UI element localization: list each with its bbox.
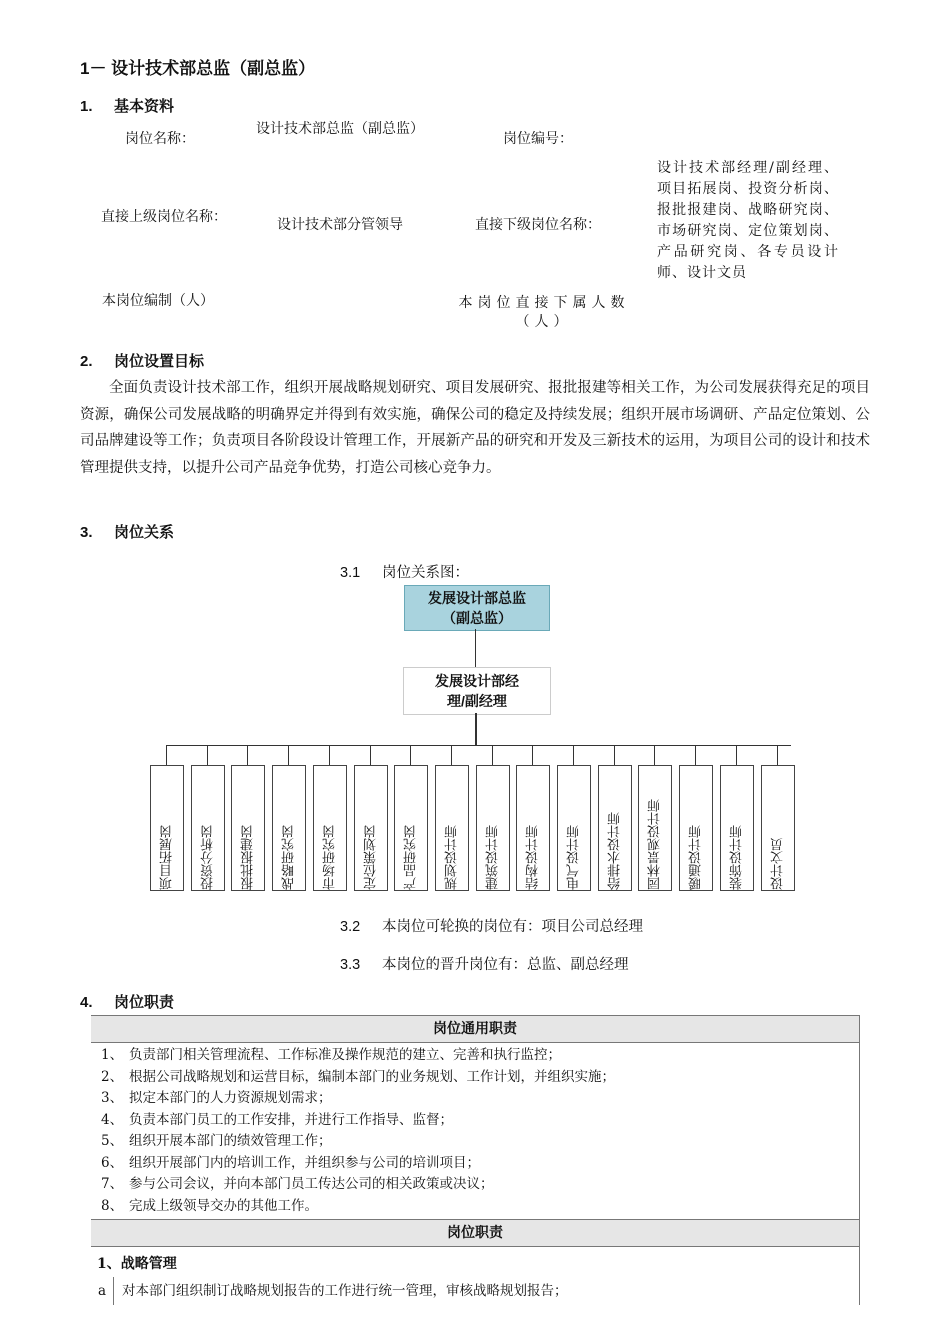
relation-rotation — [340, 915, 643, 936]
list-item — [101, 1088, 849, 1110]
relation-diagram-caption — [340, 561, 469, 582]
org-post-box — [761, 765, 795, 891]
section-goal — [80, 350, 204, 371]
subsection-text: 本岗位的晋升岗位有：总监、副总经理 — [382, 957, 629, 973]
org-post-label: 结构设计师 — [525, 825, 541, 890]
section-label: 基本资料 — [114, 98, 175, 115]
org-post-label: 项目拓展岗 — [159, 825, 175, 890]
section-basic-info — [80, 95, 174, 116]
item-text: 组织开展本部门的绩效管理工作； — [129, 1133, 332, 1149]
org-post-connector — [329, 745, 330, 765]
item-number: 4、 — [101, 1111, 124, 1128]
org-post-box — [394, 765, 428, 891]
common-duties-list — [91, 1043, 859, 1219]
section-number: 1. — [80, 98, 93, 115]
section-duties — [80, 991, 174, 1012]
item-number: 8、 — [101, 1197, 124, 1214]
subordinate-label: 直接下级岗位名称： — [475, 217, 601, 233]
subsection-text: 岗位关系图： — [382, 565, 469, 581]
org-post-connector — [695, 745, 696, 765]
list-item — [101, 1196, 849, 1218]
reports-label: 本岗位直接下属人数（人） — [458, 295, 630, 330]
org-post-box — [516, 765, 550, 891]
org-post-box — [231, 765, 265, 891]
item-number: 7、 — [101, 1176, 124, 1192]
section-label: 岗位关系 — [114, 524, 175, 541]
org-connector — [475, 629, 476, 667]
org-post-label: 战略研究岗 — [281, 825, 297, 890]
org-post-box — [679, 765, 713, 891]
table-row — [91, 1277, 859, 1305]
org-post-connector — [492, 745, 493, 765]
org-post-box — [150, 765, 184, 891]
post-name-value: 设计技术部总监（副总监） — [256, 121, 424, 137]
org-post-label: 报批报建岗 — [240, 825, 256, 890]
list-item — [101, 1174, 849, 1196]
post-name-label: 岗位名称： — [125, 131, 195, 147]
org-post-connector — [207, 745, 208, 765]
org-post-label: 给排水设计师 — [607, 812, 623, 890]
item-text: 组织开展部门内的培训工作，并组织参与公司的培训项目； — [129, 1154, 480, 1171]
subsection-number: 3.2 — [340, 919, 361, 935]
org-post-connector — [654, 745, 655, 765]
org-middle-box — [403, 667, 551, 715]
list-item — [101, 1067, 849, 1089]
goal-paragraph: 全面负责设计技术部工作，组织开展战略规划研究、项目发展研究、报批报建等相关工作，为公司发展获得充足的项目资源，确保公司发展战略的明确界定并得到有效实施，确保公司的稳定及持续发展；组织开展市场调研、产品定位策划、公司品牌建设等工作；负责项目各阶段设计管理工作，开展新产品的研究和开发及三新技术的运用，为项目公司的设计和技术管理提供支持，以提升公司产品竞争优势，打造公司核心竞争力。 — [80, 380, 870, 476]
org-horizontal-bus — [166, 745, 791, 746]
org-post-connector — [410, 745, 411, 765]
org-post-connector — [288, 745, 289, 765]
org-top-label: 发展设计部总监（副总监） — [428, 590, 526, 626]
item-text: 参与公司会议，并向本部门员工传达公司的相关政策或决议； — [129, 1176, 494, 1192]
subsection-number: 3.3 — [340, 957, 361, 973]
superior-value: 设计技术部分管领导 — [277, 217, 403, 233]
section-relations — [80, 521, 174, 542]
section-label: 岗位职责 — [114, 994, 175, 1011]
org-post-connector — [573, 745, 574, 765]
item-text: 负责本部门员工的工作安排，并进行工作指导、监督； — [129, 1111, 453, 1128]
org-post-connector — [736, 745, 737, 765]
org-post-label: 设计文员 — [770, 838, 786, 890]
org-post-label: 市场研究岗 — [322, 825, 338, 890]
org-post-connector — [451, 745, 452, 765]
headcount-label: 本岗位编制（人） — [102, 293, 214, 309]
page-title: 1－ 设计技术部总监（副总监） — [80, 59, 316, 78]
relation-promotion — [340, 953, 629, 974]
org-post-label: 建筑设计师 — [485, 825, 501, 890]
list-item — [101, 1131, 849, 1153]
item-number: 2、 — [101, 1068, 124, 1085]
org-post-connector — [777, 745, 778, 765]
section-number: 2. — [80, 353, 93, 370]
org-post-label: 投资分析岗 — [200, 825, 216, 890]
org-post-box — [476, 765, 510, 891]
org-post-label: 园林景观设计师 — [647, 799, 663, 890]
strategy-list — [91, 1277, 859, 1305]
post-code-label: 岗位编号： — [503, 131, 573, 147]
section-label: 岗位设置目标 — [114, 353, 205, 370]
list-item — [101, 1153, 849, 1175]
subsection-text: 本岗位可轮换的岗位有：项目公司总经理 — [382, 919, 643, 935]
org-post-label: 定位策划岗 — [363, 825, 379, 890]
item-text: 负责部门相关管理流程、工作标准及操作规范的建立、完善和执行监控； — [129, 1047, 561, 1063]
org-post-connector — [247, 745, 248, 765]
org-top-box — [404, 585, 550, 631]
org-post-box — [354, 765, 388, 891]
item-text: 拟定本部门的人力资源规划需求； — [129, 1090, 332, 1106]
org-connector — [475, 713, 477, 745]
org-post-box — [313, 765, 347, 891]
item-text: 根据公司战略规划和运营目标，编制本部门的业务规划、工作计划，并组织实施； — [129, 1068, 615, 1085]
item-number: 5、 — [101, 1133, 124, 1149]
org-post-label: 规划设计师 — [444, 825, 460, 890]
list-item — [101, 1045, 849, 1067]
item-number: 3、 — [101, 1090, 124, 1106]
org-post-box — [191, 765, 225, 891]
org-post-box — [435, 765, 469, 891]
subordinate-value: 设计技术部经理/副经理、项目拓展岗、投资分析岗、报批报建岗、战略研究岗、市场研究岗、定位策划岗、产品研究岗、各专员设计师、设计文员 — [657, 160, 839, 281]
org-post-label: 产品研究岗 — [403, 825, 419, 890]
item-text: 完成上级领导交办的其他工作。 — [129, 1197, 318, 1214]
list-item — [101, 1110, 849, 1132]
org-middle-label: 发展设计部经理/副经理 — [435, 673, 519, 709]
strategy-title: 1、战略管理 — [97, 1256, 177, 1272]
org-post-box — [557, 765, 591, 891]
duties-table — [91, 1015, 860, 1305]
org-post-box — [272, 765, 306, 891]
org-post-connector — [614, 745, 615, 765]
specific-duties-header: 岗位职责 — [91, 1219, 859, 1247]
subsection-number: 3.1 — [340, 565, 361, 581]
section-number: 4. — [80, 994, 93, 1011]
item-text: 对本部门组织制订战略规划报告的工作进行统一管理，审核战略规划报告； — [122, 1283, 568, 1299]
org-post-box — [598, 765, 632, 891]
org-post-connector — [370, 745, 371, 765]
section-number: 3. — [80, 524, 93, 541]
item-number: 1、 — [101, 1047, 124, 1063]
org-post-label: 暖通设计师 — [688, 825, 704, 890]
item-letter: a — [91, 1277, 114, 1305]
org-post-label: 装饰设计师 — [729, 825, 745, 890]
org-post-box — [638, 765, 672, 891]
org-post-connector — [166, 745, 167, 765]
superior-label: 直接上级岗位名称： — [101, 209, 227, 225]
org-post-connector — [532, 745, 533, 765]
org-post-box — [720, 765, 754, 891]
common-duties-header: 岗位通用职责 — [91, 1015, 859, 1043]
item-number: 6、 — [101, 1154, 124, 1171]
org-post-label: 电气设计师 — [566, 825, 582, 890]
